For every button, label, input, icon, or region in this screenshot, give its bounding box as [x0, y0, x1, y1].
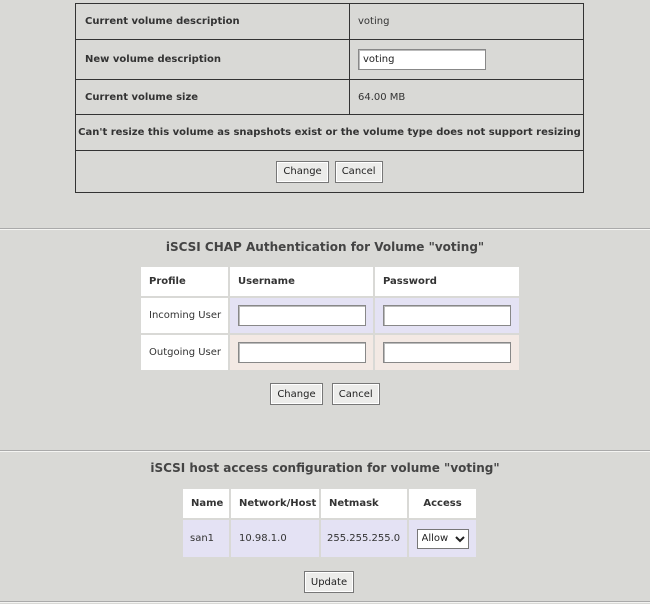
host-header-network: Network/Host [230, 489, 320, 519]
section-divider [0, 450, 650, 452]
chap-section-title: iSCSI CHAP Authentication for Volume "voting" [165, 240, 485, 254]
host-network: 10.98.1.0 [230, 519, 320, 557]
chap-header-row [141, 267, 519, 297]
current-description-label: Current volume description [76, 4, 350, 39]
chap-profile-outgoing: Outgoing User [141, 334, 229, 370]
new-description-label: New volume description [76, 40, 350, 79]
host-access-section-title: iSCSI host access configuration for volume "voting" [150, 461, 500, 475]
host-netmask: 255.255.255.0 [320, 519, 408, 557]
section-divider [0, 228, 650, 230]
host-access-table [183, 489, 476, 557]
incoming-username-input[interactable] [238, 305, 366, 326]
host-access-select[interactable] [417, 529, 469, 549]
chap-table [141, 267, 519, 370]
volume-buttons-row [76, 151, 583, 192]
chap-header-profile: Profile [141, 267, 229, 297]
chap-change-button[interactable]: Change [270, 383, 322, 405]
chap-header-username: Username [229, 267, 374, 297]
chap-buttons-row [0, 383, 650, 405]
table-row [183, 519, 476, 557]
current-description-value: voting [358, 16, 390, 27]
host-name: san1 [183, 519, 230, 557]
update-button[interactable]: Update [304, 571, 354, 593]
host-header-netmask: Netmask [320, 489, 408, 519]
chap-cancel-button[interactable]: Cancel [332, 383, 380, 405]
host-header-access: Access [408, 489, 476, 519]
incoming-password-input[interactable] [383, 305, 511, 326]
resize-message: Can't resize this volume as snapshots exist or the volume type does not support resizing [76, 115, 583, 151]
volume-settings-table [75, 3, 584, 193]
current-size-label: Current volume size [76, 80, 350, 114]
section-divider [0, 601, 650, 603]
chap-row-incoming [141, 297, 519, 334]
outgoing-username-input[interactable] [238, 342, 366, 363]
new-description-row [76, 40, 583, 80]
current-size-value: 64.00 MB [358, 91, 406, 103]
outgoing-password-input[interactable] [383, 342, 511, 363]
host-buttons-row [0, 571, 650, 593]
volume-change-button[interactable]: Change [276, 161, 328, 183]
new-description-input[interactable] [358, 49, 486, 70]
host-header-name: Name [183, 489, 230, 519]
volume-cancel-button[interactable]: Cancel [335, 161, 383, 183]
chap-row-outgoing [141, 334, 519, 370]
current-size-row [76, 80, 583, 115]
chap-header-password: Password [374, 267, 519, 297]
host-header-row [183, 489, 476, 519]
current-description-row [76, 4, 583, 40]
chap-profile-incoming: Incoming User [141, 297, 229, 334]
